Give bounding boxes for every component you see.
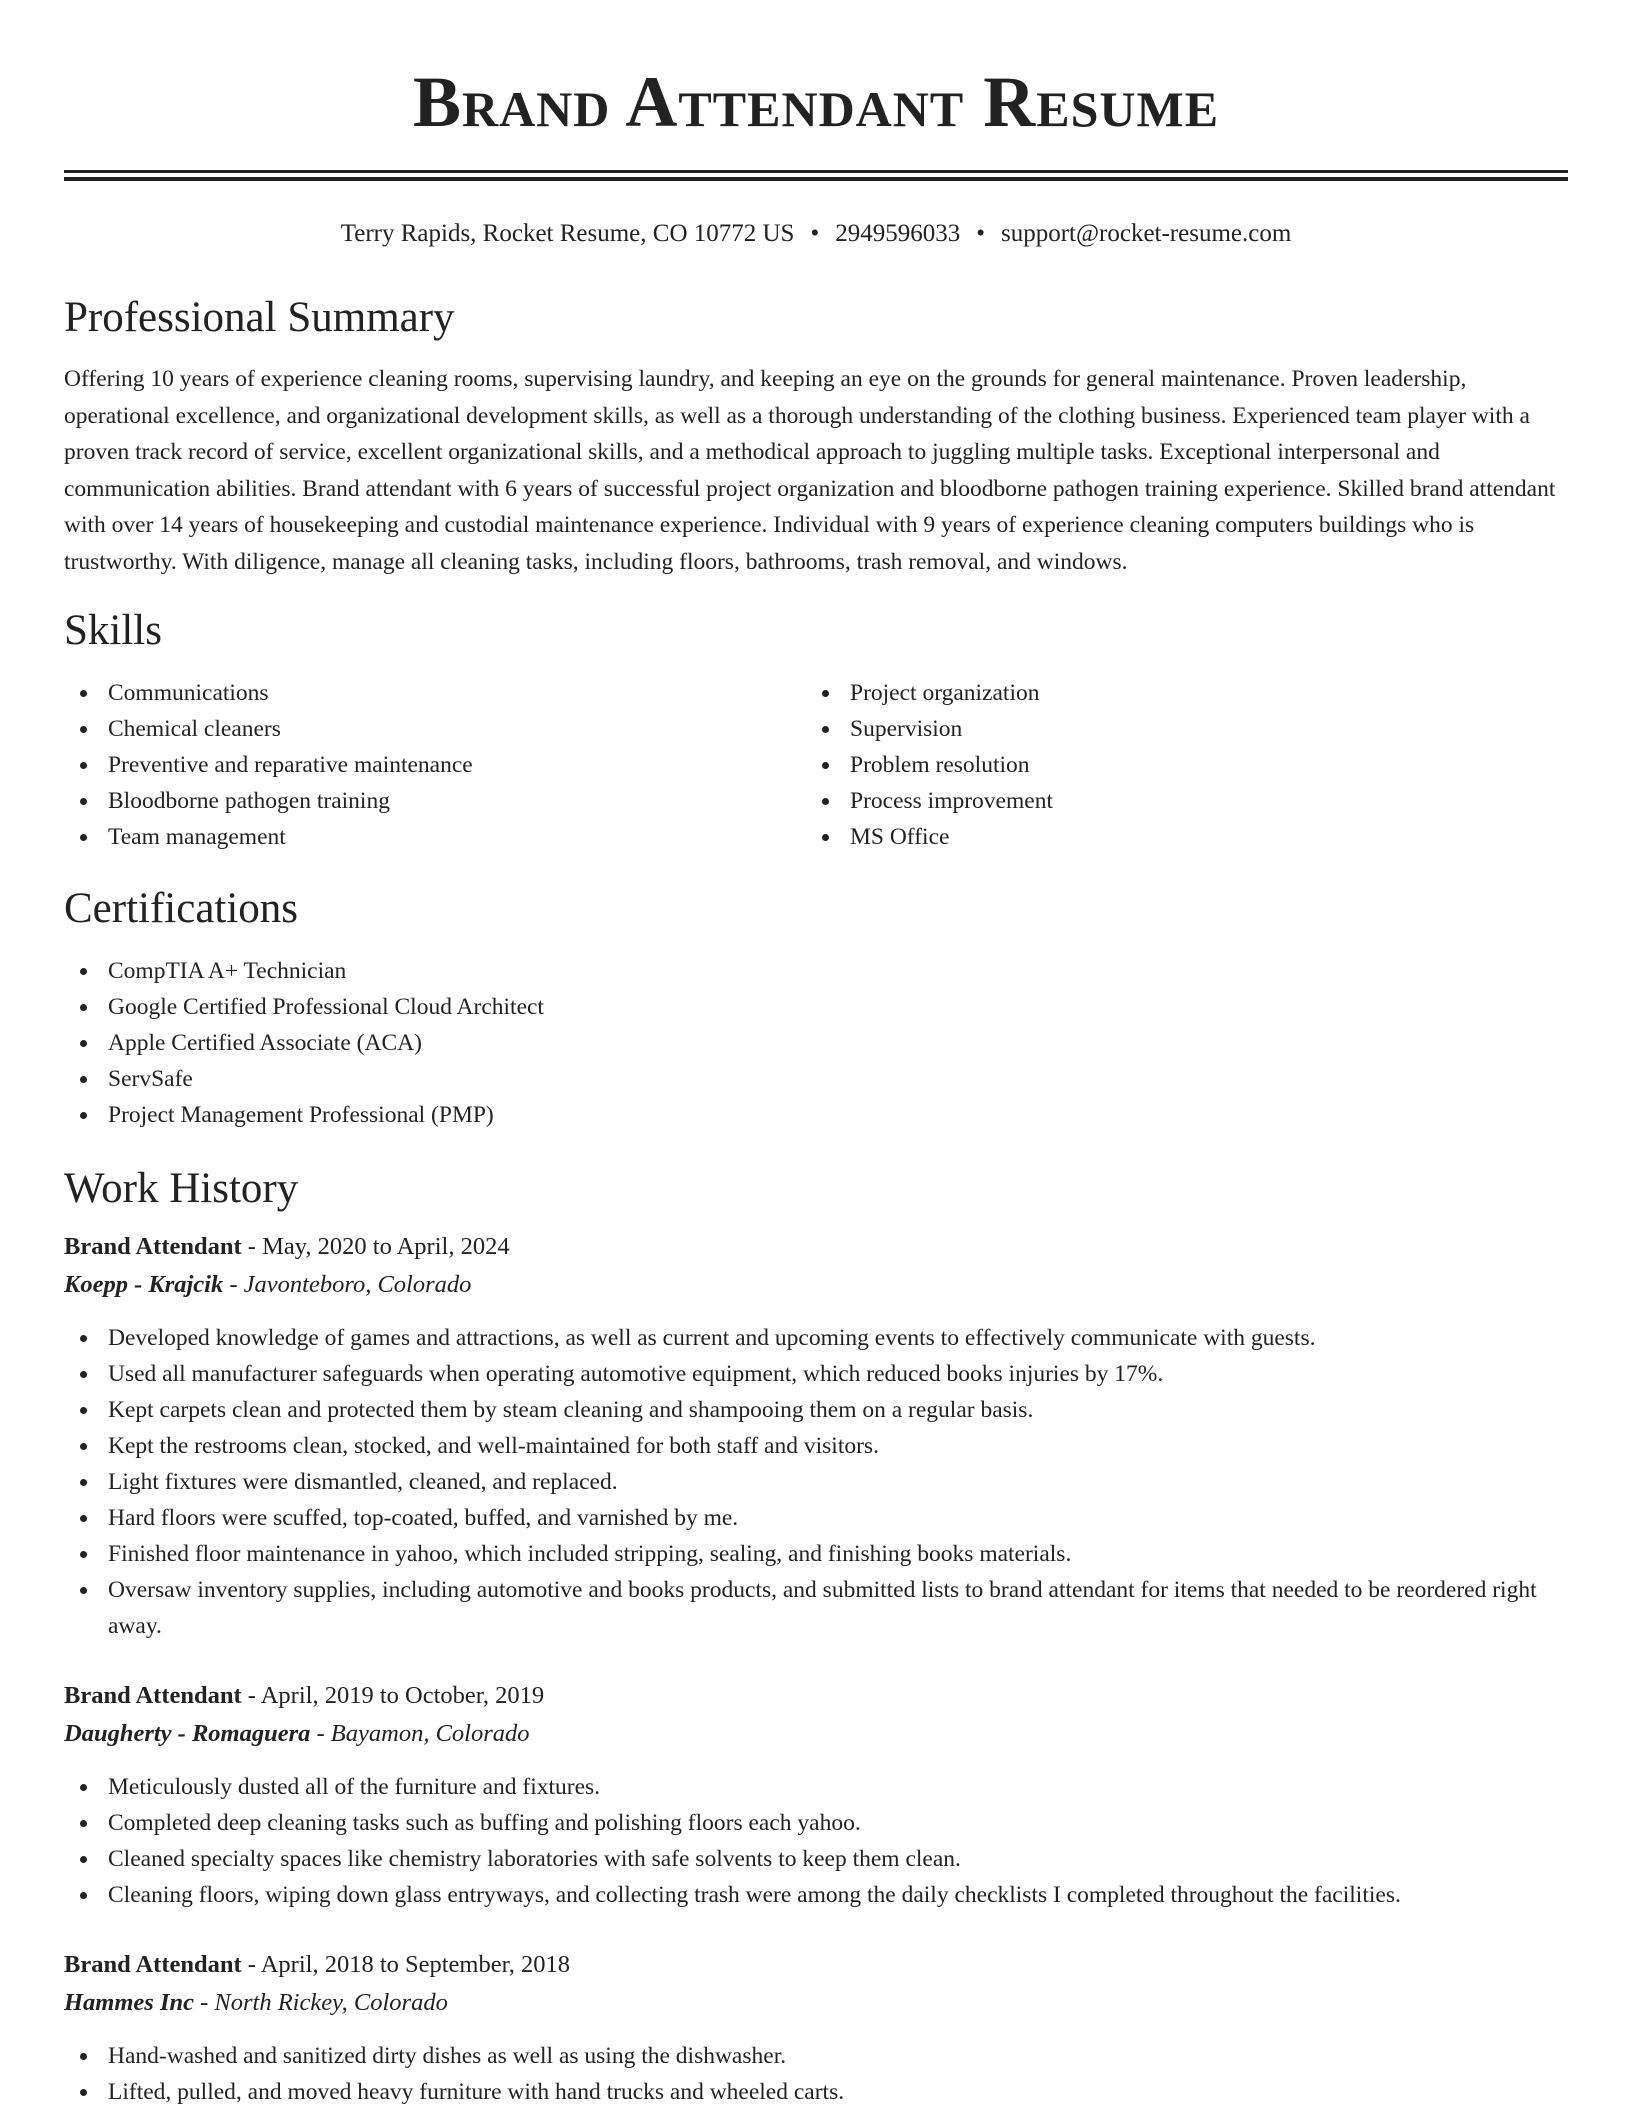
job-duty-text: Light fixtures were dismantled, cleaned, and replaced.: [108, 1469, 618, 1496]
certification-label: Project Management Professional (PMP): [108, 1101, 494, 1128]
bullet-icon: [80, 1515, 87, 1522]
contact-separator: •: [810, 220, 820, 247]
skill-item: [64, 819, 806, 855]
bullet-icon: [822, 798, 829, 805]
job-duty: [64, 2074, 1568, 2110]
job-title-line: [64, 1946, 1568, 1984]
contact-address: Terry Rapids, Rocket Resume, CO 10772 US: [340, 220, 795, 247]
skill-label: Communications: [108, 679, 269, 706]
title-divider: [64, 170, 1568, 181]
contact-line: [64, 219, 1568, 249]
job-title: Brand Attendant: [64, 1682, 242, 1710]
bullet-icon: [80, 1335, 87, 1342]
skill-label: Problem resolution: [850, 751, 1030, 778]
skill-item: [806, 747, 1548, 783]
skill-label: Preventive and reparative maintenance: [108, 751, 473, 778]
bullet-icon: [80, 2089, 87, 2096]
job-duty-text: Kept the restrooms clean, stocked, and well-maintained for both staff and visitors.: [108, 1433, 879, 1460]
job-duty: [64, 2038, 1568, 2074]
bullet-icon: [80, 1551, 87, 1558]
work-history-heading: Work History: [64, 1164, 299, 1212]
bullet-icon: [80, 1479, 87, 1486]
certification-item: [64, 953, 1568, 989]
contact-phone: 2949596033: [835, 220, 961, 247]
job-entry: [64, 1677, 1568, 1913]
certification-label: Apple Certified Associate (ACA): [108, 1029, 422, 1056]
job-duty: [64, 1320, 1568, 1356]
job-duty: [64, 1464, 1568, 1500]
skills-grid: [64, 675, 1568, 855]
job-duty: [64, 1841, 1568, 1877]
bullet-icon: [80, 690, 87, 697]
job-duties-list: [64, 1769, 1568, 1913]
job-duty-text: Finished floor maintenance in yahoo, which included stripping, sealing, and finishing books materials.: [108, 1541, 1072, 1568]
job-duty: [64, 1877, 1568, 1913]
job-duty-text: Hand-washed and sanitized dirty dishes as well as using the dishwasher.: [108, 2043, 787, 2070]
bullet-icon: [80, 1856, 87, 1863]
certification-item: [64, 1025, 1568, 1061]
job-company: Daugherty - Romaguera: [64, 1720, 311, 1748]
job-title: Brand Attendant: [64, 1951, 242, 1979]
skill-label: Process improvement: [850, 787, 1053, 814]
job-location: - Bayamon, Colorado: [310, 1720, 530, 1748]
certification-item: [64, 1097, 1568, 1133]
job-duty-text: Meticulously dusted all of the furniture and fixtures.: [108, 1774, 601, 1801]
contact-separator: •: [976, 220, 985, 247]
bullet-icon: [80, 762, 87, 769]
job-duty-text: Completed deep cleaning tasks such as buffing and polishing floors each yahoo.: [108, 1810, 861, 1837]
bullet-icon: [80, 1443, 87, 1450]
bullet-icon: [822, 762, 829, 769]
bullet-icon: [822, 726, 829, 733]
skill-item: [806, 675, 1548, 711]
job-dates: - April, 2019 to October, 2019: [241, 1682, 545, 1710]
skill-label: Project organization: [850, 679, 1040, 706]
bullet-icon: [80, 1892, 87, 1899]
job-dates: - May, 2020 to April, 2024: [241, 1233, 510, 1261]
job-duty-text: Kept carpets clean and protected them by steam cleaning and shampooing them on a regular basis.: [108, 1397, 1034, 1424]
skill-label: Chemical cleaners: [108, 715, 281, 742]
bullet-icon: [80, 798, 87, 805]
job-entry: [64, 1228, 1568, 1644]
job-duties-list: [64, 2038, 1568, 2110]
skills-heading: Skills: [64, 607, 162, 655]
job-duty: [64, 1572, 1568, 1644]
job-company-line: [64, 1984, 1568, 2022]
summary-heading: Professional Summary: [64, 294, 455, 341]
job-dates: - April, 2018 to September, 2018: [241, 1951, 571, 1979]
bullet-icon: [80, 834, 87, 841]
bullet-icon: [822, 690, 829, 697]
skills-left-column: [64, 675, 806, 855]
bullet-icon: [80, 1004, 87, 1011]
certification-label: CompTIA A+ Technician: [108, 957, 347, 984]
skill-item: [806, 783, 1548, 819]
skill-item: [806, 819, 1548, 855]
skill-label: Bloodborne pathogen training: [108, 787, 390, 814]
job-duty: [64, 1805, 1568, 1841]
job-duty-text: Hard floors were scuffed, top-coated, buffed, and varnished by me.: [108, 1505, 739, 1532]
skill-item: [64, 711, 806, 747]
bullet-icon: [822, 834, 829, 841]
skill-label: MS Office: [850, 823, 950, 850]
skill-item: [64, 747, 806, 783]
bullet-icon: [80, 1784, 87, 1791]
job-duty: [64, 1356, 1568, 1392]
job-title: Brand Attendant: [64, 1233, 242, 1261]
certifications-heading: Certifications: [64, 884, 299, 932]
skill-item: [64, 675, 806, 711]
skills-right-column: [806, 675, 1548, 855]
job-title-line: [64, 1228, 1568, 1266]
bullet-icon: [80, 2053, 87, 2060]
job-company-line: [64, 1266, 1568, 1304]
skill-item: [806, 711, 1548, 747]
job-duty: [64, 1392, 1568, 1428]
job-duties-list: [64, 1320, 1568, 1644]
bullet-icon: [80, 1371, 87, 1378]
skill-label: Supervision: [850, 715, 963, 742]
job-duty-text: Oversaw inventory supplies, including automotive and books products, and submitted lists to brand attendant for items that needed to be reordered right away.: [108, 1577, 1537, 1640]
bullet-icon: [80, 968, 87, 975]
job-duty-text: Lifted, pulled, and moved heavy furniture with hand trucks and wheeled carts.: [108, 2079, 845, 2106]
bullet-icon: [80, 1112, 87, 1119]
bullet-icon: [80, 1407, 87, 1414]
bullet-icon: [80, 1587, 87, 1594]
job-duty: [64, 1536, 1568, 1572]
job-entry: [64, 1946, 1568, 2110]
certification-label: ServSafe: [108, 1065, 193, 1092]
resume-title: Brand Attendant Resume: [412, 62, 1220, 142]
summary-text: Offering 10 years of experience cleaning rooms, supervising laundry, and keeping an eye on the grounds for general maintenance. Proven leadership, operational excellence, and organizational development skills, as well as a thorough understanding of the clothing business. Experienced team player with a proven track record of service, excellent organizational skills, and a methodical approach to juggling multiple tasks. Exceptional interpersonal and communication abilities. Brand attendant with 6 years of successful project organization and bloodborne pathogen training experience. Skilled brand attendant with over 14 years of housekeeping and custodial maintenance experience. Individual with 9 years of experience cleaning computers buildings who is trustworthy. With diligence, manage all cleaning tasks, including floors, bathrooms, trash removal, and windows.: [64, 366, 1556, 575]
bullet-icon: [80, 1076, 87, 1083]
job-company-line: [64, 1715, 1568, 1753]
job-location: - North Rickey, Colorado: [194, 1989, 448, 2017]
job-duty-text: Developed knowledge of games and attractions, as well as current and upcoming events to effectively communicate with guests.: [108, 1325, 1316, 1352]
skill-item: [64, 783, 806, 819]
job-location: - Javonteboro, Colorado: [223, 1271, 472, 1299]
bullet-icon: [80, 1820, 87, 1827]
job-duty: [64, 1769, 1568, 1805]
job-company: Hammes Inc: [64, 1989, 194, 2017]
skill-label: Team management: [108, 823, 286, 850]
job-duty: [64, 1428, 1568, 1464]
certifications-list: [64, 953, 1568, 1133]
job-duty-text: Cleaned specialty spaces like chemistry laboratories with safe solvents to keep them clean.: [108, 1846, 961, 1873]
job-company: Koepp - Krajcik: [64, 1271, 224, 1299]
resume-page: [64, 0, 1568, 2112]
job-title-line: [64, 1677, 1568, 1715]
job-duty-text: Cleaning floors, wiping down glass entryways, and collecting trash were among the daily checklists I completed throughout the facilities.: [108, 1882, 1401, 1909]
bullet-icon: [80, 726, 87, 733]
certification-item: [64, 989, 1568, 1025]
contact-email: support@rocket-resume.com: [1001, 220, 1292, 247]
bullet-icon: [80, 1040, 87, 1047]
job-duty: [64, 1500, 1568, 1536]
certification-item: [64, 1061, 1568, 1097]
job-duty-text: Used all manufacturer safeguards when operating automotive equipment, which reduced books injuries by 17%.: [108, 1361, 1164, 1388]
certification-label: Google Certified Professional Cloud Architect: [108, 993, 544, 1020]
